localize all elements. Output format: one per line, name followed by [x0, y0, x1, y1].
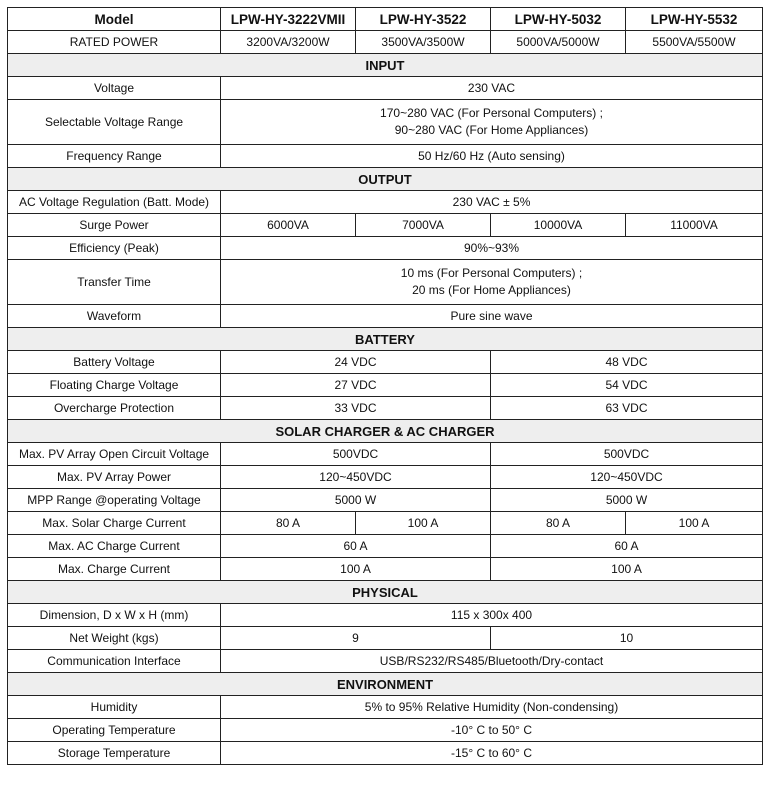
rated-power-4: 5500VA/5500W — [626, 31, 763, 54]
mpp-label: MPP Range @operating Voltage — [8, 489, 221, 512]
selectable-range-line-1: 170~280 VAC (For Personal Computers) ; — [380, 106, 603, 120]
section-environment — [8, 673, 763, 696]
interface-label: Communication Interface — [8, 650, 221, 673]
model-1: LPW-HY-3222VMII — [221, 8, 356, 31]
section-title-charger: SOLAR CHARGER & AC CHARGER — [8, 420, 763, 443]
section-output — [8, 168, 763, 191]
regulation-row — [8, 191, 763, 214]
surge-row — [8, 214, 763, 237]
solar-current-1: 80 A — [221, 512, 356, 535]
mpp-row — [8, 489, 763, 512]
pv-open-2: 500VDC — [491, 443, 763, 466]
selectable-range-value — [221, 100, 763, 145]
operating-temp-label: Operating Temperature — [8, 719, 221, 742]
pv-power-label: Max. PV Array Power — [8, 466, 221, 489]
model-label: Model — [8, 8, 221, 31]
operating-temp-value: -10° C to 50° C — [221, 719, 763, 742]
overcharge-2: 63 VDC — [491, 397, 763, 420]
transfer-line-2: 20 ms (For Home Appliances) — [412, 283, 571, 297]
solar-current-3: 80 A — [491, 512, 626, 535]
mpp-2: 5000 W — [491, 489, 763, 512]
surge-1: 6000VA — [221, 214, 356, 237]
pv-power-2: 120~450VDC — [491, 466, 763, 489]
section-title-physical: PHYSICAL — [8, 581, 763, 604]
selectable-range-label: Selectable Voltage Range — [8, 100, 221, 145]
pv-open-1: 500VDC — [221, 443, 491, 466]
rated-power-1: 3200VA/3200W — [221, 31, 356, 54]
floating-2: 54 VDC — [491, 374, 763, 397]
pv-open-label: Max. PV Array Open Circuit Voltage — [8, 443, 221, 466]
section-title-output: OUTPUT — [8, 168, 763, 191]
voltage-row — [8, 77, 763, 100]
humidity-label: Humidity — [8, 696, 221, 719]
humidity-value: 5% to 95% Relative Humidity (Non-condensing) — [221, 696, 763, 719]
transfer-value — [221, 260, 763, 305]
surge-2: 7000VA — [356, 214, 491, 237]
weight-2: 10 — [491, 627, 763, 650]
section-title-input: INPUT — [8, 54, 763, 77]
solar-current-2: 100 A — [356, 512, 491, 535]
overcharge-1: 33 VDC — [221, 397, 491, 420]
section-title-environment: ENVIRONMENT — [8, 673, 763, 696]
surge-4: 11000VA — [626, 214, 763, 237]
battery-voltage-2: 48 VDC — [491, 351, 763, 374]
waveform-label: Waveform — [8, 305, 221, 328]
rated-power-3: 5000VA/5000W — [491, 31, 626, 54]
model-3: LPW-HY-5032 — [491, 8, 626, 31]
operating-temp-row — [8, 719, 763, 742]
charge-current-1: 100 A — [221, 558, 491, 581]
selectable-range-row — [8, 100, 763, 145]
ac-current-label: Max. AC Charge Current — [8, 535, 221, 558]
frequency-value: 50 Hz/60 Hz (Auto sensing) — [221, 145, 763, 168]
model-row — [8, 8, 763, 31]
section-battery — [8, 328, 763, 351]
weight-label: Net Weight (kgs) — [8, 627, 221, 650]
battery-voltage-row — [8, 351, 763, 374]
pv-power-row — [8, 466, 763, 489]
frequency-label: Frequency Range — [8, 145, 221, 168]
storage-temp-value: -15° C to 60° C — [221, 742, 763, 765]
waveform-value: Pure sine wave — [221, 305, 763, 328]
floating-row — [8, 374, 763, 397]
interface-value: USB/RS232/RS485/Bluetooth/Dry-contact — [221, 650, 763, 673]
section-title-battery: BATTERY — [8, 328, 763, 351]
charge-current-label: Max. Charge Current — [8, 558, 221, 581]
regulation-label: AC Voltage Regulation (Batt. Mode) — [8, 191, 221, 214]
storage-temp-row — [8, 742, 763, 765]
model-4: LPW-HY-5532 — [626, 8, 763, 31]
solar-current-label: Max. Solar Charge Current — [8, 512, 221, 535]
pv-power-1: 120~450VDC — [221, 466, 491, 489]
efficiency-row — [8, 237, 763, 260]
frequency-row — [8, 145, 763, 168]
regulation-value: 230 VAC ± 5% — [221, 191, 763, 214]
pv-open-row — [8, 443, 763, 466]
charge-current-row — [8, 558, 763, 581]
section-charger — [8, 420, 763, 443]
voltage-label: Voltage — [8, 77, 221, 100]
charge-current-2: 100 A — [491, 558, 763, 581]
battery-voltage-label: Battery Voltage — [8, 351, 221, 374]
rated-power-label: RATED POWER — [8, 31, 221, 54]
section-physical — [8, 581, 763, 604]
efficiency-value: 90%~93% — [221, 237, 763, 260]
transfer-row — [8, 260, 763, 305]
storage-temp-label: Storage Temperature — [8, 742, 221, 765]
overcharge-label: Overcharge Protection — [8, 397, 221, 420]
voltage-value: 230 VAC — [221, 77, 763, 100]
ac-current-2: 60 A — [491, 535, 763, 558]
rated-power-2: 3500VA/3500W — [356, 31, 491, 54]
dimension-label: Dimension, D x W x H (mm) — [8, 604, 221, 627]
spec-table — [7, 7, 763, 765]
battery-voltage-1: 24 VDC — [221, 351, 491, 374]
transfer-label: Transfer Time — [8, 260, 221, 305]
solar-current-4: 100 A — [626, 512, 763, 535]
model-2: LPW-HY-3522 — [356, 8, 491, 31]
waveform-row — [8, 305, 763, 328]
interface-row — [8, 650, 763, 673]
solar-current-row — [8, 512, 763, 535]
humidity-row — [8, 696, 763, 719]
floating-label: Floating Charge Voltage — [8, 374, 221, 397]
dimension-row — [8, 604, 763, 627]
efficiency-label: Efficiency (Peak) — [8, 237, 221, 260]
rated-power-row — [8, 31, 763, 54]
floating-1: 27 VDC — [221, 374, 491, 397]
selectable-range-line-2: 90~280 VAC (For Home Appliances) — [394, 123, 589, 137]
surge-label: Surge Power — [8, 214, 221, 237]
weight-1: 9 — [221, 627, 491, 650]
dimension-value: 115 x 300x 400 — [221, 604, 763, 627]
surge-3: 10000VA — [491, 214, 626, 237]
section-input — [8, 54, 763, 77]
mpp-1: 5000 W — [221, 489, 491, 512]
overcharge-row — [8, 397, 763, 420]
weight-row — [8, 627, 763, 650]
ac-current-row — [8, 535, 763, 558]
ac-current-1: 60 A — [221, 535, 491, 558]
transfer-line-1: 10 ms (For Personal Computers) ; — [400, 266, 583, 280]
